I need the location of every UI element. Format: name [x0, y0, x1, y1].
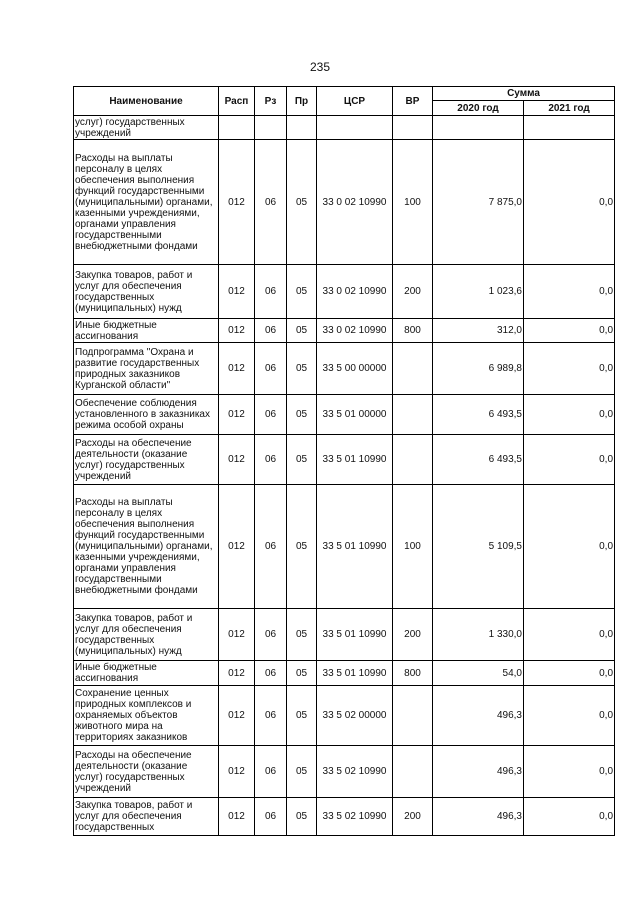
cell-rz: 06 — [255, 140, 287, 265]
cell-csr: 33 5 02 10990 — [317, 746, 393, 798]
cell-sum-2021: 0,0 — [524, 265, 615, 319]
cell-vr — [393, 435, 433, 485]
cell-rasp: 012 — [219, 343, 255, 395]
cell-csr: 33 5 01 10990 — [317, 485, 393, 609]
table-row — [74, 116, 615, 140]
header-rz: Рз — [255, 87, 287, 116]
table-row — [74, 686, 615, 746]
cell-rz: 06 — [255, 343, 287, 395]
cell-rasp: 012 — [219, 798, 255, 836]
table-row — [74, 265, 615, 319]
cell-sum-2020: 6 493,5 — [433, 395, 524, 435]
cell-rz: 06 — [255, 395, 287, 435]
cell-pr: 05 — [287, 435, 317, 485]
cell-rasp — [219, 116, 255, 140]
table-row — [74, 609, 615, 661]
header-pr: Пр — [287, 87, 317, 116]
cell-csr: 33 0 02 10990 — [317, 319, 393, 343]
cell-sum-2020: 312,0 — [433, 319, 524, 343]
cell-name: Обеспечение соблюдения установленного в заказниках режима особой охраны — [74, 395, 219, 435]
header-sum: Сумма — [433, 87, 615, 101]
cell-csr — [317, 116, 393, 140]
cell-sum-2020: 6 989,8 — [433, 343, 524, 395]
cell-vr: 200 — [393, 609, 433, 661]
cell-rasp: 012 — [219, 485, 255, 609]
cell-sum-2021: 0,0 — [524, 435, 615, 485]
header-csr: ЦСР — [317, 87, 393, 116]
table-row — [74, 319, 615, 343]
cell-name: Расходы на выплаты персоналу в целях обеспечения выполнения функций государственными (муниципальными) органами, казенными учреждениями, органами управления государственными внебюджетными фондами — [74, 140, 219, 265]
cell-csr: 33 5 02 00000 — [317, 686, 393, 746]
cell-name: Подпрограмма "Охрана и развитие государственных природных заказников Курганской области" — [74, 343, 219, 395]
cell-csr: 33 0 02 10990 — [317, 140, 393, 265]
cell-rasp: 012 — [219, 746, 255, 798]
cell-sum-2021: 0,0 — [524, 798, 615, 836]
cell-name: услуг) государственных учреждений — [74, 116, 219, 140]
cell-rz: 06 — [255, 746, 287, 798]
table-row — [74, 485, 615, 609]
cell-sum-2021: 0,0 — [524, 485, 615, 609]
cell-name: Расходы на обеспечение деятельности (оказание услуг) государственных учреждений — [74, 746, 219, 798]
cell-rasp: 012 — [219, 435, 255, 485]
header-rasp: Расп — [219, 87, 255, 116]
table-row — [74, 343, 615, 395]
cell-rasp: 012 — [219, 686, 255, 746]
cell-rz: 06 — [255, 609, 287, 661]
header-vr: ВР — [393, 87, 433, 116]
cell-name: Закупка товаров, работ и услуг для обеспечения государственных — [74, 798, 219, 836]
cell-csr: 33 5 01 10990 — [317, 435, 393, 485]
cell-vr — [393, 746, 433, 798]
table-row — [74, 746, 615, 798]
cell-rasp: 012 — [219, 395, 255, 435]
cell-vr — [393, 686, 433, 746]
cell-vr — [393, 343, 433, 395]
cell-sum-2020: 496,3 — [433, 686, 524, 746]
cell-rz — [255, 116, 287, 140]
page-number: 235 — [309, 60, 331, 74]
cell-sum-2021: 0,0 — [524, 140, 615, 265]
cell-csr: 33 5 00 00000 — [317, 343, 393, 395]
cell-sum-2021: 0,0 — [524, 343, 615, 395]
table-row — [74, 140, 615, 265]
cell-sum-2021: 0,0 — [524, 395, 615, 435]
cell-csr: 33 5 02 10990 — [317, 798, 393, 836]
cell-csr: 33 5 01 00000 — [317, 395, 393, 435]
cell-rz: 06 — [255, 265, 287, 319]
cell-sum-2020 — [433, 116, 524, 140]
cell-sum-2021: 0,0 — [524, 609, 615, 661]
cell-pr: 05 — [287, 661, 317, 686]
cell-sum-2020: 54,0 — [433, 661, 524, 686]
cell-sum-2020: 1 330,0 — [433, 609, 524, 661]
cell-rasp: 012 — [219, 265, 255, 319]
table-row — [74, 798, 615, 836]
cell-rz: 06 — [255, 435, 287, 485]
table-row — [74, 395, 615, 435]
cell-pr: 05 — [287, 798, 317, 836]
cell-pr: 05 — [287, 686, 317, 746]
cell-sum-2020: 6 493,5 — [433, 435, 524, 485]
table-row — [74, 661, 615, 686]
header-2021: 2021 год — [524, 101, 615, 116]
cell-pr: 05 — [287, 395, 317, 435]
cell-name: Расходы на выплаты персоналу в целях обеспечения выполнения функций государственными (муниципальными) органами, казенными учреждениями, органами управления государственными внебюджетными фондами — [74, 485, 219, 609]
cell-name: Расходы на обеспечение деятельности (оказание услуг) государственных учреждений — [74, 435, 219, 485]
cell-pr: 05 — [287, 609, 317, 661]
cell-sum-2020: 496,3 — [433, 798, 524, 836]
cell-vr: 800 — [393, 661, 433, 686]
cell-sum-2021: 0,0 — [524, 661, 615, 686]
cell-vr: 800 — [393, 319, 433, 343]
cell-rz: 06 — [255, 798, 287, 836]
cell-sum-2020: 5 109,5 — [433, 485, 524, 609]
cell-vr — [393, 116, 433, 140]
budget-table — [73, 86, 615, 836]
cell-pr: 05 — [287, 319, 317, 343]
cell-pr: 05 — [287, 140, 317, 265]
cell-sum-2020: 1 023,6 — [433, 265, 524, 319]
cell-vr — [393, 395, 433, 435]
cell-sum-2021: 0,0 — [524, 686, 615, 746]
cell-pr: 05 — [287, 485, 317, 609]
header-2020: 2020 год — [433, 101, 524, 116]
cell-rz: 06 — [255, 319, 287, 343]
cell-sum-2020: 7 875,0 — [433, 140, 524, 265]
cell-name: Сохранение ценных природных комплексов и охраняемых объектов животного мира на территориях заказников — [74, 686, 219, 746]
cell-pr: 05 — [287, 265, 317, 319]
cell-name: Закупка товаров, работ и услуг для обеспечения государственных (муниципальных) нужд — [74, 609, 219, 661]
cell-rasp: 012 — [219, 661, 255, 686]
cell-sum-2021: 0,0 — [524, 319, 615, 343]
cell-sum-2021 — [524, 116, 615, 140]
cell-rasp: 012 — [219, 140, 255, 265]
cell-rz: 06 — [255, 661, 287, 686]
cell-rasp: 012 — [219, 319, 255, 343]
cell-vr: 100 — [393, 485, 433, 609]
cell-sum-2020: 496,3 — [433, 746, 524, 798]
table-row — [74, 435, 615, 485]
cell-pr — [287, 116, 317, 140]
cell-sum-2021: 0,0 — [524, 746, 615, 798]
cell-csr: 33 5 01 10990 — [317, 661, 393, 686]
cell-rasp: 012 — [219, 609, 255, 661]
cell-vr: 100 — [393, 140, 433, 265]
cell-name: Иные бюджетные ассигнования — [74, 319, 219, 343]
cell-pr: 05 — [287, 746, 317, 798]
cell-rz: 06 — [255, 485, 287, 609]
cell-rz: 06 — [255, 686, 287, 746]
cell-name: Иные бюджетные ассигнования — [74, 661, 219, 686]
cell-csr: 33 0 02 10990 — [317, 265, 393, 319]
cell-vr: 200 — [393, 798, 433, 836]
cell-vr: 200 — [393, 265, 433, 319]
header-name: Наименование — [74, 87, 219, 116]
cell-name: Закупка товаров, работ и услуг для обеспечения государственных (муниципальных) нужд — [74, 265, 219, 319]
cell-csr: 33 5 01 10990 — [317, 609, 393, 661]
cell-pr: 05 — [287, 343, 317, 395]
